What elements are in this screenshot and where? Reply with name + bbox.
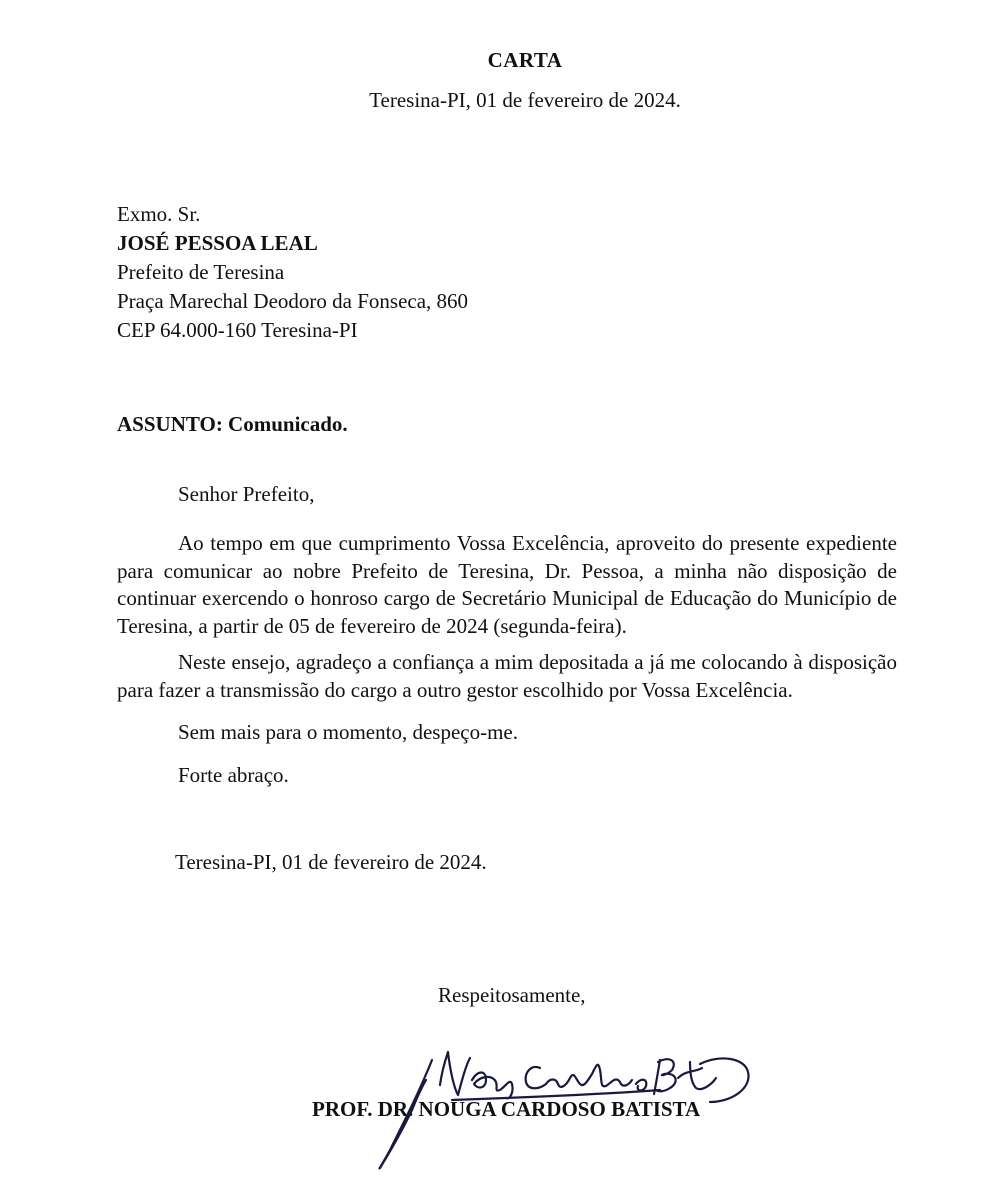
recipient-address: Praça Marechal Deodoro da Fonseca, 860 xyxy=(117,289,469,313)
letter-regards: Respeitosamente, xyxy=(438,983,586,1007)
recipient-block xyxy=(117,200,468,345)
signer-name: PROF. DR. NOUGA CARDOSO BATISTA xyxy=(312,1097,701,1121)
letter-date-top: Teresina-PI, 01 de fevereiro de 2024. xyxy=(369,88,681,112)
recipient-cep: CEP 64.000-160 Teresina-PI xyxy=(117,318,358,342)
closing-line: Sem mais para o momento, despeço-me. xyxy=(178,720,518,744)
letter-title: CARTA xyxy=(487,48,563,72)
letter-date-bottom: Teresina-PI, 01 de fevereiro de 2024. xyxy=(175,850,487,874)
recipient-salutation: Exmo. Sr. xyxy=(117,202,201,226)
recipient-name: JOSÉ PESSOA LEAL xyxy=(117,231,318,255)
letter-greeting: Senhor Prefeito, xyxy=(178,482,315,506)
letter-subject: ASSUNTO: Comunicado. xyxy=(117,412,348,436)
handwritten-signature xyxy=(360,1040,760,1175)
recipient-role: Prefeito de Teresina xyxy=(117,260,285,284)
body-paragraph: Ao tempo em que cumprimento Vossa Excelência, aproveito do presente expediente para comunicar ao nobre Prefeito de Teresina, Dr. Pessoa, a minha não disposição de continuar exercendo o honroso cargo de Secretário Municipal de Educação do Município de Teresina, a partir de 05 de fevereiro de 2024 (segunda-feira). xyxy=(117,531,897,638)
closing-hug: Forte abraço. xyxy=(178,763,289,787)
body-paragraph: Neste ensejo, agradeço a confiança a mim depositada a já me colocando à disposição para fazer a transmissão do cargo a outro gestor escolhido por Vossa Excelência. xyxy=(117,650,897,702)
